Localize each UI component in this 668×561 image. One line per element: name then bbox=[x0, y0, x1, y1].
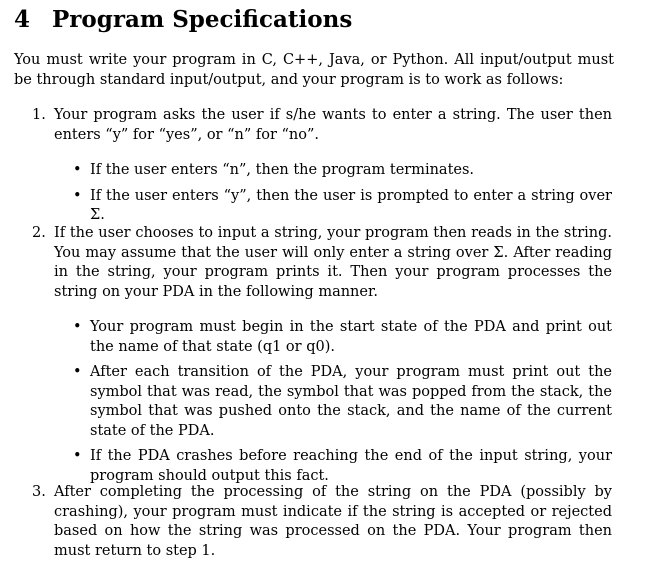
step-1-bullets bbox=[78, 161, 612, 226]
step-1-bullet-2: • If the user enters “y”, then the user is prompted to enter a string over Σ. bbox=[78, 187, 612, 226]
step-1 bbox=[32, 106, 612, 145]
step-2-bullet-3: • If the PDA crashes before reaching the end of the input string, your program should output this fact. bbox=[78, 447, 612, 486]
step-2-text: If the user chooses to input a string, your program then reads in the string. You may assume that the user will only enter a string over Σ. After reading in the string, your program prints it. Then your program processes the string on your PDA in the following manner. bbox=[54, 225, 612, 300]
step-1-bullet-1: • If the user enters “n”, then the program terminates. bbox=[78, 161, 612, 181]
step-2 bbox=[32, 224, 612, 302]
section-heading bbox=[14, 6, 352, 33]
step-2-marker: 2. bbox=[32, 225, 46, 241]
step-1-text: Your program asks the user if s/he wants to enter a string. The user then enters “y” for “yes”, or “n” for “no”. bbox=[54, 107, 612, 143]
step-2-bullet-1: • Your program must begin in the start state of the PDA and print out the name of that state (q1 or q0). bbox=[78, 318, 612, 357]
step-2-bullets bbox=[78, 318, 612, 486]
intro-paragraph: You must write your program in C, C++, Java, or Python. All input/output must be through standard input/output, and your program is to work as follows: bbox=[14, 52, 614, 88]
section-title: Program Specifications bbox=[52, 6, 353, 33]
step-3-text: After completing the processing of the string on the PDA (possibly by crashing), your program must indicate if the string is accepted or rejected based on how the string was processed on the PDA. Your program then must return to step 1. bbox=[54, 484, 612, 559]
step-2-bullet-2: • After each transition of the PDA, your program must print out the symbol that was read, the symbol that was popped from the stack, the symbol that was pushed onto the stack, and the name of the current state of the PDA. bbox=[78, 363, 612, 441]
step-1-marker: 1. bbox=[32, 107, 46, 123]
section-number: 4 bbox=[14, 6, 31, 33]
step-3 bbox=[32, 483, 612, 561]
step-3-marker: 3. bbox=[32, 484, 46, 500]
